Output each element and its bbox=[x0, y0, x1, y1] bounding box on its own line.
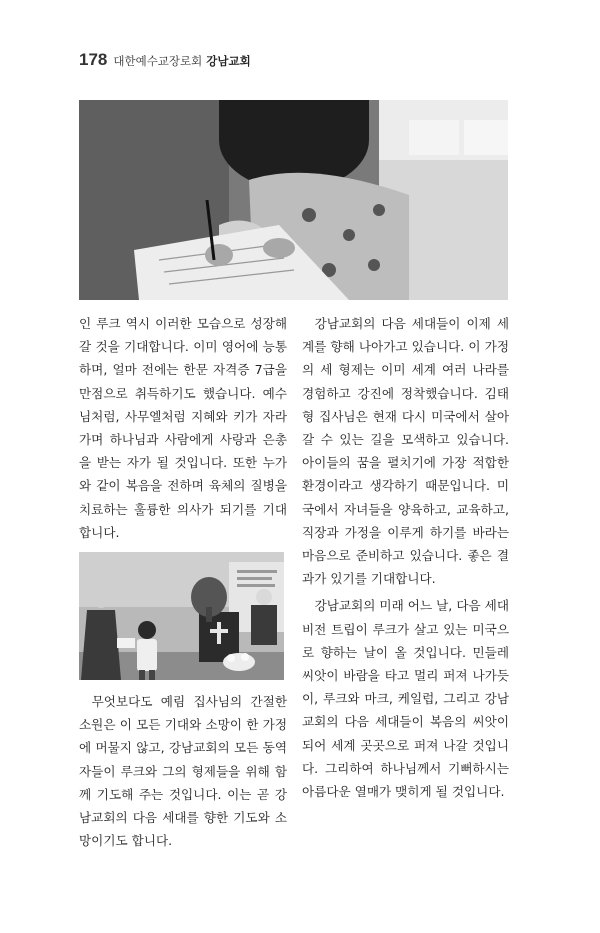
church-blessing-photo bbox=[79, 552, 284, 680]
child-writing-photo bbox=[79, 100, 508, 300]
body-text-right bbox=[302, 312, 509, 803]
page-header bbox=[79, 50, 251, 74]
chapter-title: 강남교회 bbox=[206, 54, 251, 68]
body-text-left-bottom bbox=[79, 690, 287, 852]
paragraph: 무엇보다도 예림 집사님의 간절한 소원은 이 모든 기대와 소망이 한 가정에 머물지 않고, 강남교회의 모든 동역자들이 루크와 그의 형제들을 위해 함께 기도해 주는 것입니다. 이는 곧 강남교회의 다음 세대를 향한 기도와 소망이기도 합니다. bbox=[79, 694, 287, 849]
church-blessing-illustration bbox=[79, 552, 284, 680]
paragraph: 강남교회의 다음 세대들이 이제 세계를 향해 나아가고 있습니다. 이 가정의 세 형제는 이미 세계 여러 나라를 경험하고 강진에 정착했습니다. 김태형 집사님은 현재 다시 미국에서 살아갈 수 있는 길을 모색하고 있습니다. 아이들의 꿈을 펼치기에 가장 적합한 환경이라고 생각하기 때문입니다. 미국에서 자녀들을 양육하고, 교육하고, 직장과 가정을 이루게 하기를 바라는 마음으로 준비하고 있습니다. 좋은 결과가 있기를 기대합니다. bbox=[302, 316, 509, 587]
body-text-left-top bbox=[79, 312, 287, 544]
paragraph: 강남교회의 미래 어느 날, 다음 세대 비전 트립이 루크가 살고 있는 미국으로 향하는 날이 올 것입니다. 민들레 씨앗이 바람을 타고 멀리 퍼져 나가듯이, 루크와 마크, 케일럽, 그리고 강남교회의 다음 세대들이 복음의 씨앗이 되어 세계 곳곳으로 퍼져 나갈 것입니다. 그리하여 하나님께서 기뻐하시는 아름다운 열매가 맺히게 될 것입니다. bbox=[302, 598, 509, 800]
page-number: 178 bbox=[79, 50, 108, 69]
child-writing-illustration bbox=[79, 100, 508, 300]
book-title: 대한예수교장로회 bbox=[113, 54, 203, 68]
paragraph: 인 루크 역시 이러한 모습으로 성장해 갈 것을 기대합니다. 이미 영어에 능통하며, 얼마 전에는 한문 자격증 7급을 만점으로 취득하기도 했습니다. 예수님처럼, 사무엘처럼 지혜와 키가 자라가며 하나님과 사람에게 사랑과 은총을 받는 자가 될 것입니다. 또한 누가와 같이 복음을 전하며 육체의 질병을 치료하는 훌륭한 의사가 되기를 기대합니다. bbox=[79, 316, 287, 540]
